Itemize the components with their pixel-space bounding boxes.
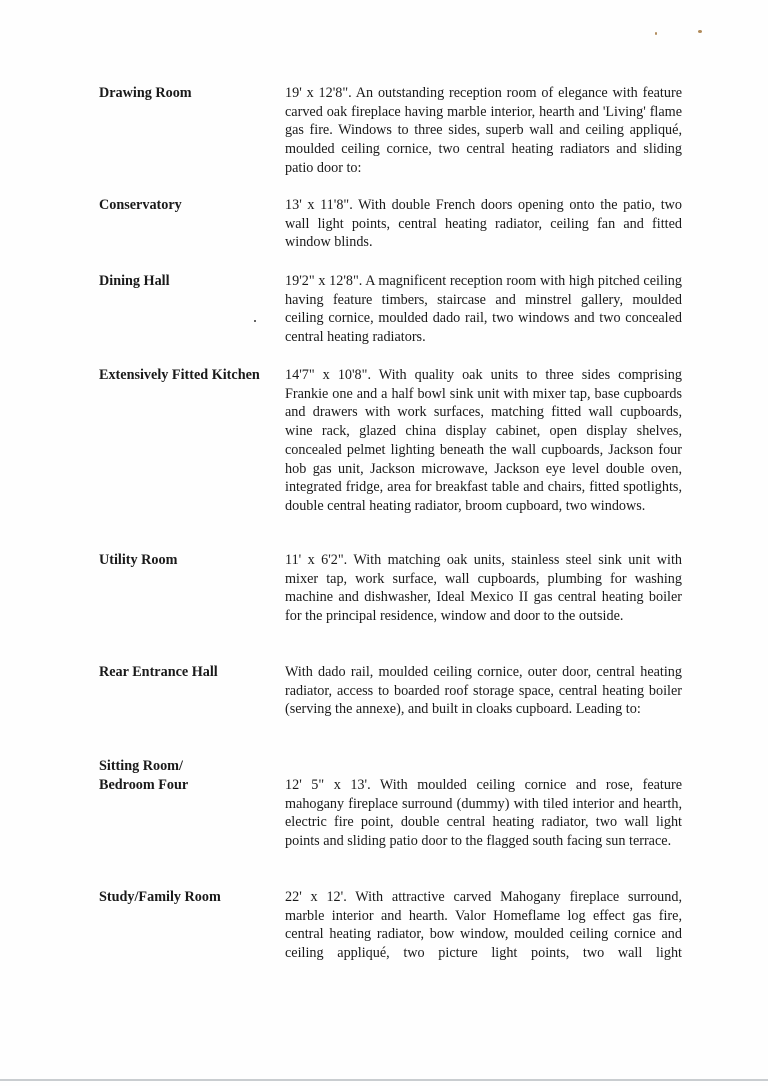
room-description: With dado rail, moulded ceiling cornice, outer door, central heating radiator, access to boarded roof storage space, central heating boiler (serving the annexe), and built in cloaks cupboard. Leading to: (285, 664, 682, 718)
room-name: Sitting Room/ Bedroom Four (99, 758, 189, 793)
room-name: Drawing Room (99, 85, 192, 101)
room-name: Conservatory (99, 197, 182, 213)
room-description: 22' x 12'. With attractive carved Mahogany fireplace surround, marble interior and hearth. Valor Homeflame log effect gas fire, central heating radiator, bow window, moulded ceiling cornice and ceiling appliqué, two picture light points, two wall light (285, 889, 682, 962)
room-name: Dining Hall (99, 273, 170, 289)
room-description: 11' x 6'2". With matching oak units, stainless steel sink unit with mixer tap, work surface, wall cupboards, plumbing for washing machine and dishwasher, Ideal Mexico II gas central heating boiler for the principal residence, window and door to the outside. (285, 552, 682, 625)
scan-speck (698, 30, 702, 33)
room-description: 19'2" x 12'8". A magnificent reception room with high pitched ceiling having feature timbers, staircase and minstrel gallery, moulded ceiling cornice, moulded dado rail, two windows and two concealed central heating radiators. (285, 273, 682, 346)
room-name: Rear Entrance Hall (99, 664, 218, 680)
room-name: Study/Family Room (99, 889, 221, 905)
room-description: 13' x 11'8". With double French doors opening onto the patio, two wall light points, central heating radiator, ceiling fan and fitted window blinds. (285, 197, 682, 251)
room-description: 19' x 12'8". An outstanding reception room of elegance with feature carved oak fireplace having marble interior, hearth and 'Living' flame gas fire. Windows to three sides, superb wall and ceiling appliqué, moulded ceiling cornice, two central heating radiators and sliding patio door to: (285, 85, 682, 176)
scan-edge (0, 1079, 768, 1081)
room-description: 14'7" x 10'8". With quality oak units to three sides comprising Frankie one and a half bowl sink unit with mixer tap, base cupboards and drawers with work surfaces, matching fitted wall cupboards, wine rack, glazed china display cabinet, open display shelves, concealed pelmet lighting beneath the wall cupboards, Jackson four hob gas unit, Jackson microwave, Jackson eye level double oven, integrated fridge, area for breakfast table and chairs, fitted spotlights, double central heating radiator, broom cupboard, two windows. (285, 367, 682, 514)
room-name: Utility Room (99, 552, 178, 568)
room-name: Extensively Fitted Kitchen (99, 367, 260, 383)
scan-dot (254, 320, 256, 322)
room-description: 12' 5" x 13'. With moulded ceiling cornice and rose, feature mahogany fireplace surround (dummy) with tiled interior and hearth, electric fire point, double central heating radiator, two wall light points and sliding patio door to the flagged south facing sun terrace. (285, 777, 682, 850)
scan-speck (655, 32, 657, 35)
